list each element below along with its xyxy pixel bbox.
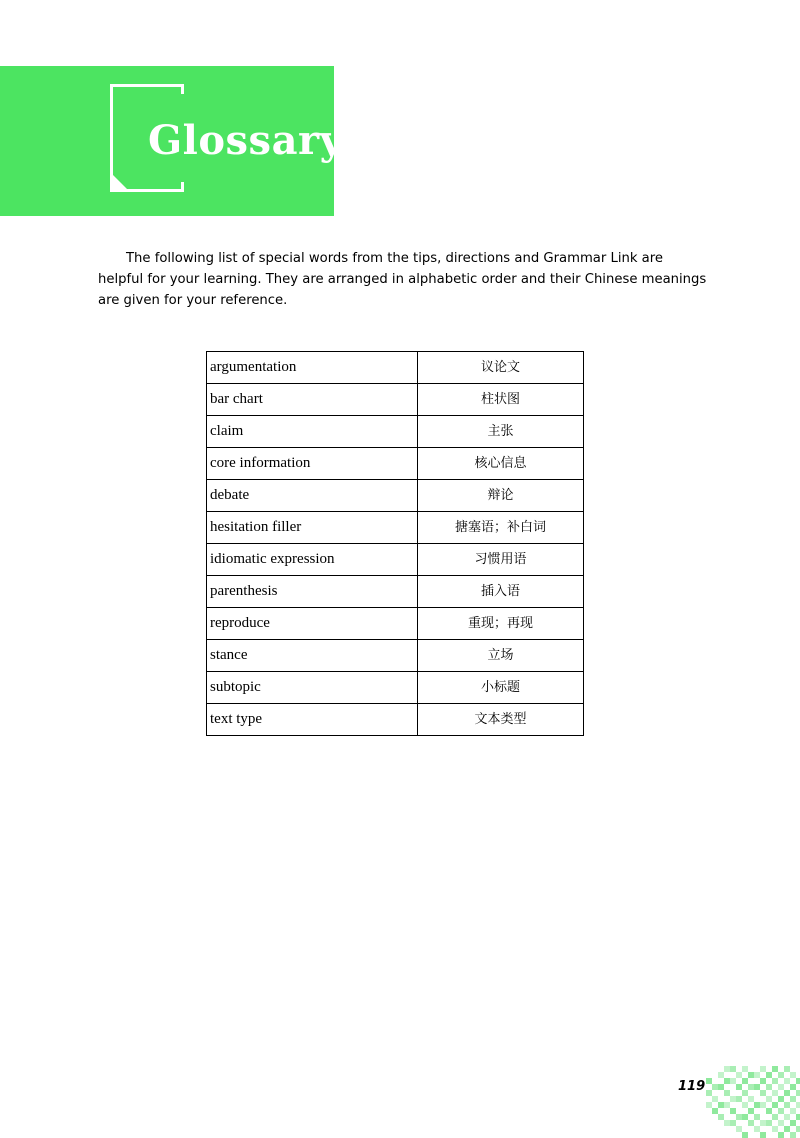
pixel-square bbox=[796, 1114, 800, 1120]
table-row bbox=[207, 608, 584, 640]
glossary-term: debate bbox=[207, 480, 418, 512]
glossary-meaning: 主张 bbox=[418, 416, 584, 448]
glossary-term: text type bbox=[207, 704, 418, 736]
glossary-term: stance bbox=[207, 640, 418, 672]
bracket-corner-decoration bbox=[110, 172, 130, 192]
table-row bbox=[207, 352, 584, 384]
pixel-square bbox=[796, 1126, 800, 1132]
glossary-meaning: 立场 bbox=[418, 640, 584, 672]
page-number: 119 bbox=[678, 1079, 706, 1094]
page-title: Glossary bbox=[148, 117, 344, 164]
glossary-term: parenthesis bbox=[207, 576, 418, 608]
glossary-term: subtopic bbox=[207, 672, 418, 704]
glossary-term: core information bbox=[207, 448, 418, 480]
pixel-square bbox=[790, 1132, 796, 1138]
pixel-square bbox=[760, 1132, 766, 1138]
intro-paragraph: The following list of special words from the tips, directions and Grammar Link are helpful for your learning. They are arranged in alphabetic order and their Chinese meanings are given for your reference. bbox=[98, 251, 707, 308]
pixel-square bbox=[796, 1102, 800, 1108]
glossary-meaning: 重现；再现 bbox=[418, 608, 584, 640]
glossary-term: reproduce bbox=[207, 608, 418, 640]
table-row bbox=[207, 384, 584, 416]
glossary-meaning: 搪塞语；补白词 bbox=[418, 512, 584, 544]
table-row bbox=[207, 480, 584, 512]
glossary-term: hesitation filler bbox=[207, 512, 418, 544]
pixel-square bbox=[742, 1132, 748, 1138]
glossary-meaning: 辩论 bbox=[418, 480, 584, 512]
glossary-term: argumentation bbox=[207, 352, 418, 384]
table-row bbox=[207, 512, 584, 544]
glossary-meaning: 文本类型 bbox=[418, 704, 584, 736]
table-row bbox=[207, 576, 584, 608]
table-row bbox=[207, 640, 584, 672]
pixel-square bbox=[778, 1132, 784, 1138]
table-row bbox=[207, 448, 584, 480]
bracket-decoration-bottom bbox=[130, 189, 184, 192]
glossary-meaning: 核心信息 bbox=[418, 448, 584, 480]
pixel-square bbox=[796, 1078, 800, 1084]
glossary-term: idiomatic expression bbox=[207, 544, 418, 576]
table-row bbox=[207, 704, 584, 736]
table-row bbox=[207, 672, 584, 704]
glossary-meaning: 插入语 bbox=[418, 576, 584, 608]
glossary-meaning: 柱状图 bbox=[418, 384, 584, 416]
pixel-square bbox=[796, 1090, 800, 1096]
glossary-table bbox=[206, 351, 584, 736]
glossary-meaning: 议论文 bbox=[418, 352, 584, 384]
table-row bbox=[207, 544, 584, 576]
glossary-term: bar chart bbox=[207, 384, 418, 416]
glossary-meaning: 习惯用语 bbox=[418, 544, 584, 576]
glossary-term: claim bbox=[207, 416, 418, 448]
glossary-meaning: 小标题 bbox=[418, 672, 584, 704]
pixel-decoration bbox=[706, 1066, 800, 1138]
bracket-decoration-tick-top bbox=[181, 84, 184, 94]
table-row bbox=[207, 416, 584, 448]
